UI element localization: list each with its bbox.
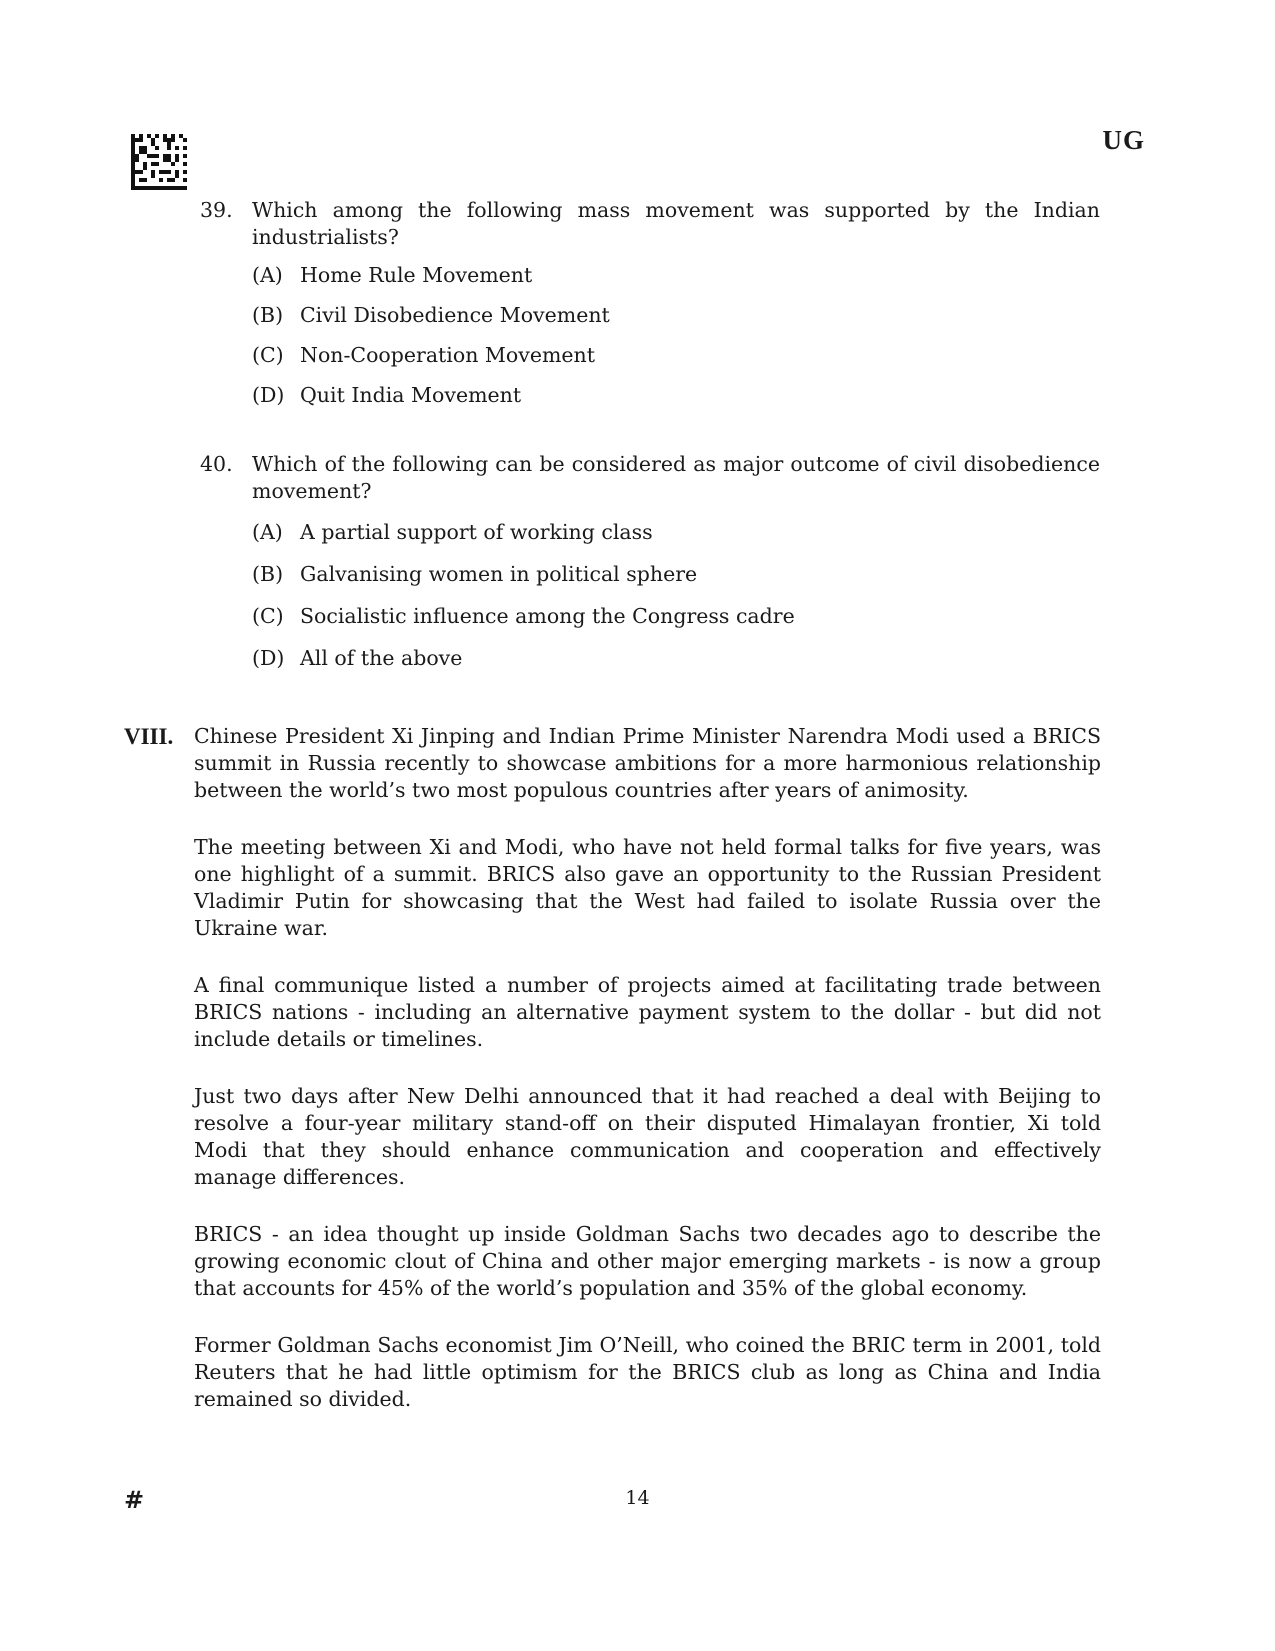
exam-level-code: UG <box>1102 125 1145 155</box>
option-list <box>252 511 1100 679</box>
option-label: (B) <box>252 303 284 327</box>
option-text: Non-Cooperation Movement <box>300 343 595 367</box>
footer-hash-mark: # <box>124 1486 145 1514</box>
option-label: (D) <box>252 383 285 407</box>
option-label: (A) <box>252 263 283 287</box>
passage-section-label: VIII. <box>124 724 174 749</box>
passage-paragraph: Former Goldman Sachs economist Jim O’Neill, who coined the BRIC term in 2001, told Reuters that he had little optimism for the BRICS club as long as China and India remained so divided. <box>194 1333 1101 1411</box>
option-text: Quit India Movement <box>300 383 522 407</box>
option-label: (B) <box>252 562 284 586</box>
option-label: (C) <box>252 343 284 367</box>
passage-paragraph: A final communique listed a number of projects aimed at facilitating trade between BRICS nations - including an alternative payment system to the dollar - but did not include details or timelines. <box>194 973 1101 1051</box>
option-b <box>252 295 1100 335</box>
option-text: Socialistic influence among the Congress cadre <box>300 604 795 628</box>
question-text: Which of the following can be considered as major outcome of civil disobedience movement? <box>252 452 1100 503</box>
reading-passage <box>194 723 1101 1443</box>
option-text: All of the above <box>300 646 463 670</box>
option-d <box>252 637 1100 679</box>
page-number: 14 <box>625 1487 650 1509</box>
option-c <box>252 595 1100 637</box>
question-40 <box>200 451 1100 679</box>
question-text: Which among the following mass movement was supported by the Indian industrialists? <box>252 198 1100 249</box>
option-c <box>252 335 1100 375</box>
passage-paragraph: The meeting between Xi and Modi, who have not held formal talks for five years, was one highlight of a summit. BRICS also gave an opportunity to the Russian President Vladimir Putin for showcasing that the West had failed to isolate Russia over the Ukraine war. <box>194 835 1101 940</box>
qr-code-icon <box>131 134 187 190</box>
option-text: A partial support of working class <box>300 520 653 544</box>
question-number: 40. <box>200 452 233 476</box>
option-text: Civil Disobedience Movement <box>300 303 610 327</box>
option-label: (D) <box>252 646 285 670</box>
option-label: (A) <box>252 520 283 544</box>
question-stem <box>200 197 1100 251</box>
question-stem <box>200 451 1100 505</box>
option-text: Home Rule Movement <box>300 263 533 287</box>
question-number: 39. <box>200 198 233 222</box>
passage-paragraph: Chinese President Xi Jinping and Indian Prime Minister Narendra Modi used a BRICS summit in Russia recently to showcase ambitions for a more harmonious relationship between the world’s two most populous countries after years of animosity. <box>194 724 1101 802</box>
option-label: (C) <box>252 604 284 628</box>
option-a <box>252 255 1100 295</box>
option-list <box>252 255 1100 415</box>
option-a <box>252 511 1100 553</box>
option-d <box>252 375 1100 415</box>
passage-paragraph: BRICS - an idea thought up inside Goldman Sachs two decades ago to describe the growing economic clout of China and other major emerging markets - is now a group that accounts for 45% of the world’s population and 35% of the global economy. <box>194 1222 1101 1300</box>
option-b <box>252 553 1100 595</box>
option-text: Galvanising women in political sphere <box>300 562 698 586</box>
question-39 <box>200 197 1100 415</box>
passage-paragraph: Just two days after New Delhi announced that it had reached a deal with Beijing to resolve a four-year military stand-off on their disputed Himalayan frontier, Xi told Modi that they should enhance communication and cooperation and effectively manage differences. <box>194 1084 1101 1189</box>
